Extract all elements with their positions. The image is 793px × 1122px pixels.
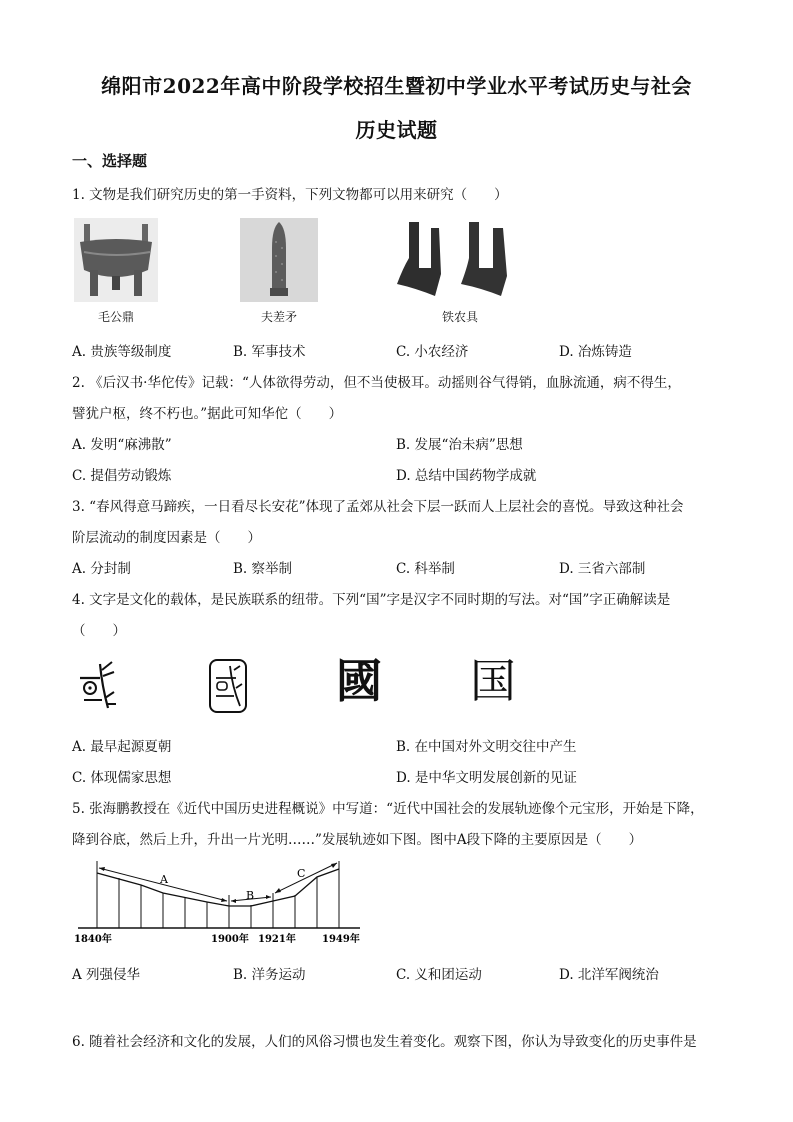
option-c[interactable]: C. 小农经济 xyxy=(396,344,469,360)
option-a[interactable]: A. 贵族等级制度 xyxy=(72,344,172,360)
development-trajectory-diagram xyxy=(74,855,374,945)
option-d[interactable]: D. 三省六部制 xyxy=(559,561,646,577)
question-3-stem-line1: 3. “春风得意马蹄疾，一日看尽长安花”体现了孟郊从社会下层一跃而人上层社会的喜悦。导致这种社会 xyxy=(72,499,684,515)
question-1-stem: 1. 文物是我们研究历史的第一手资料，下列文物都可以用来研究（ ） xyxy=(72,187,508,203)
option-b[interactable]: B. 军事技术 xyxy=(233,344,306,360)
option-b[interactable]: B. 在中国对外文明交往中产生 xyxy=(396,739,577,755)
option-b[interactable]: B. 发展“治未病”思想 xyxy=(396,437,523,453)
question-4-stem-line2: （ ） xyxy=(72,623,126,639)
oracle-bone-guo-icon xyxy=(78,660,118,712)
option-a[interactable]: A. 分封制 xyxy=(72,561,131,577)
exam-title: 绵阳市2022年高中阶段学校招生暨初中学业水平考试历史与社会 xyxy=(101,74,692,98)
svg-text:1840年: 1840年 xyxy=(74,934,112,945)
option-a[interactable]: A. 发明“麻沸散” xyxy=(72,437,172,453)
option-c[interactable]: C. 体现儒家思想 xyxy=(72,770,172,786)
option-d[interactable]: D. 冶炼铸造 xyxy=(559,344,632,360)
question-4-stem-line1: 4. 文字是文化的载体，是民族联系的纽带。下列“国”字是汉字不同时期的写法。对“国”字正确解读是 xyxy=(72,592,671,608)
image-caption: 毛公鼎 xyxy=(97,310,134,324)
option-c[interactable]: C. 义和团运动 xyxy=(396,967,482,983)
option-c[interactable]: C. 科举制 xyxy=(396,561,455,577)
svg-text:1921年: 1921年 xyxy=(258,934,296,945)
option-d[interactable]: D. 北洋军阀统治 xyxy=(559,967,659,983)
option-b[interactable]: B. 察举制 xyxy=(233,561,293,577)
segment-b-label: B xyxy=(246,889,255,902)
option-a[interactable]: A 列强侵华 xyxy=(72,967,141,983)
segment-c-label: C xyxy=(297,867,306,880)
bronze-ding-icon xyxy=(74,218,158,302)
image-caption: 铁农具 xyxy=(441,310,478,324)
question-2-stem-line1: 2. 《后汉书·华佗传》记载：“人体欲得劳动，但不当使极耳。动摇则谷气得销，血脉流通，病不得生， xyxy=(72,375,681,391)
option-d[interactable]: D. 总结中国药物学成就 xyxy=(396,468,537,484)
option-b[interactable]: B. 洋务运动 xyxy=(233,967,306,983)
question-2-stem-line2: 譬犹户枢，终不朽也。”据此可知华佗（ ） xyxy=(72,406,343,422)
option-d[interactable]: D. 是中华文明发展创新的见证 xyxy=(396,770,577,786)
question-5-stem-line1: 5. 张海鹏教授在《近代中国历史进程概说》中写道：“近代中国社会的发展轨迹像个元宝形，开始是下降， xyxy=(72,801,704,817)
bronze-script-guo-icon xyxy=(208,658,248,714)
traditional-guo-glyph: 國 xyxy=(336,654,382,708)
iron-tools-icon xyxy=(395,218,520,298)
bronze-spear-icon xyxy=(240,218,318,302)
segment-a-label: A xyxy=(160,873,168,886)
question-3-stem-line2: 阶层流动的制度因素是（ ） xyxy=(72,530,261,546)
exam-subtitle: 历史试题 xyxy=(355,118,438,142)
simplified-guo-glyph: 国 xyxy=(470,654,516,708)
question-5-stem-line2: 降到谷底，然后上升，升出一片光明……”发展轨迹如下图。图中A段下降的主要原因是（ ） xyxy=(72,832,643,848)
image-caption: 夫差矛 xyxy=(260,310,297,324)
option-c[interactable]: C. 提倡劳动锻炼 xyxy=(72,468,172,484)
svg-text:1900年: 1900年 xyxy=(211,934,249,945)
section-heading: 一、选择题 xyxy=(72,152,148,170)
svg-text:1949年: 1949年 xyxy=(322,934,360,945)
option-a[interactable]: A. 最早起源夏朝 xyxy=(72,739,172,755)
question-6-stem: 6. 随着社会经济和文化的发展，人们的风俗习惯也发生着变化。观察下图，你认为导致变化的历史事件是 xyxy=(72,1034,697,1050)
